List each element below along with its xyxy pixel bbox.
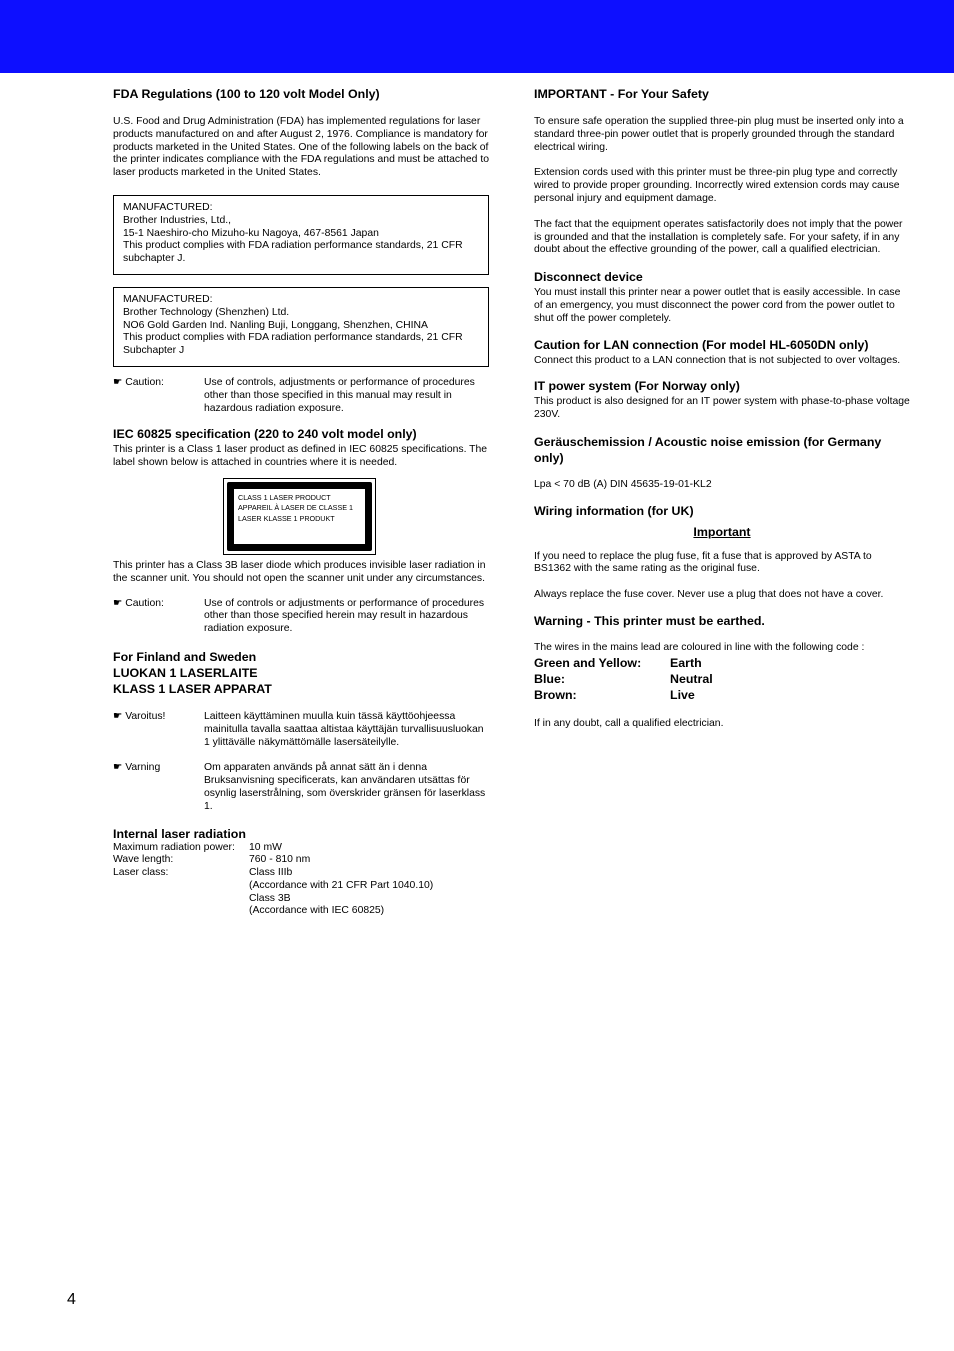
box-line: This product complies with FDA radiation performance standards, 21 CFR Subchapter J [123,332,463,357]
wire-row [534,687,910,703]
spec-key: Maximum radiation power: [113,841,235,853]
header-bar [0,0,954,73]
box-line: 15-1 Naeshiro-cho Mizuho-ku Nagoya, 467-8561 Japan [123,227,379,239]
varoitus-text: Laitteen käyttäminen muulla kuin tässä käyttöohjeessa mainitulla tavalla saattaa altistaa käyttäjän turvallisuusluokan 1 ylittävälle näkymättömälle lasersäteilylle. [204,710,484,748]
finland-sweden-heading [113,649,489,697]
important-heading: IMPORTANT - For Your Safety [534,87,709,101]
caution-label: ☛ Caution: [113,597,164,609]
manufacturer-box-china [113,287,489,367]
varoitus-label: ☛ Varoitus! [113,710,166,722]
doubt-paragraph: If in any doubt, call a qualified electrician. [534,717,724,729]
spec-value: (Accordance with IEC 60825) [249,905,385,917]
lan-heading: Caution for LAN connection (For model HL-6050DN only) [534,337,869,352]
wire-color: Brown: [534,687,577,702]
spec-key [113,905,249,918]
spec-value: Class 3B [249,892,291,904]
wire-color: Blue: [534,671,565,686]
wire-function: Earth [670,655,702,670]
caution-text: Use of controls or adjustments or performance of procedures other than those specified herein may result in hazardous radiation exposure. [204,597,485,635]
wiring-heading: Wiring information (for UK) [534,503,694,518]
important-paragraph-1: To ensure safe operation the supplied three-pin plug must be inserted only into a standard three-pin power outlet that is properly grounded through the standard electrical wiring. [534,116,904,153]
class3b-paragraph: This printer has a Class 3B laser diode which produces invisible laser radiation in the scanner unit. You should not open the scanner unit under any circumstances. [113,559,486,584]
it-power-heading: IT power system (For Norway only) [534,379,740,394]
it-power-paragraph: This product is also designed for an IT power system with phase-to-phase voltage 230V. [534,396,910,421]
varoitus-note [113,711,489,749]
wire-function: Neutral [670,671,713,686]
wiring-paragraph-1: If you need to replace the plug fuse, fit a fuse that is approved by ASTA to BS1362 with the same rating as the original fuse. [534,550,872,575]
important-paragraph-2: Extension cords used with this printer must be three-pin plug type and correctly wired to provide proper grounding. Incorrectly wired extension cords may cause personal injury and equipment damage. [534,167,900,204]
warning-heading: Warning - This printer must be earthed. [534,613,765,628]
spec-value: Class IIIb [249,867,293,879]
manufacturer-box-japan [113,195,489,275]
box-line: MANUFACTURED: [123,201,213,213]
warning-paragraph: The wires in the mains lead are coloured in line with the following code : [534,641,865,653]
wire-function: Live [670,687,695,702]
disconnect-paragraph: You must install this printer near a power outlet that is easily accessible. In case of an emergency, you must disconnect the power cord from the power outlet to shut off the power completely. [534,287,901,324]
varning-label: ☛ Varning [113,762,161,774]
heading-line: KLASS 1 LASER APPARAT [113,681,272,696]
laser-label-text [234,489,365,544]
iec-heading: IEC 60825 specification (220 to 240 volt model only) [113,427,417,442]
spec-row [113,854,489,867]
varning-text: Om apparaten används på annat sätt än i denna Bruksanvisning specificerats, kan användaren utsättas för osynlig laserstrålning, som överskrider gränsen för laserklass 1. [204,762,486,812]
wiring-important-label: Important [693,524,751,539]
laser-label-line: CLASS 1 LASER PRODUCT [238,492,331,502]
wire-row [534,671,910,687]
spec-key: Wave length: [113,854,174,866]
right-column [534,87,910,731]
box-line: NO6 Gold Garden Ind. Nanling Buji, Longgang, Shenzhen, CHINA [123,319,428,331]
noise-paragraph: Lpa < 70 dB (A) DIN 45635-19-01-KL2 [534,478,712,490]
box-line: MANUFACTURED: [123,293,213,305]
spec-value: (Accordance with 21 CFR Part 1040.10) [249,879,434,891]
iec-paragraph: This printer is a Class 1 laser product as defined in IEC 60825 specifications. The label shown below is attached in countries where it is needed. [113,444,488,469]
wire-color-table [534,655,910,703]
spec-value: 10 mW [249,841,282,853]
fda-paragraph: U.S. Food and Drug Administration (FDA) has implemented regulations for laser products manufactured on and after August 2, 1976. Compliance is mandatory for products marketed in the United States. One of the following labels on the back of the printer indicates compliance with the FDA regulations and must be attached to laser products marketed in the United States. [113,116,490,179]
caution-label: ☛ Caution: [113,376,164,388]
spec-key [113,880,249,893]
heading-line: For Finland and Sweden [113,649,257,664]
laser-label-line: APPAREIL À LASER DE CLASSE 1 [238,503,354,513]
box-line: Brother Technology (Shenzhen) Ltd. [123,306,290,318]
spec-row [113,905,489,918]
spec-key [113,893,249,906]
laser-label-border [227,482,372,551]
box-line: This product complies with FDA radiation performance standards, 21 CFR subchapter J. [123,240,463,265]
laser-spec-table [113,842,489,919]
heading-line: LUOKAN 1 LASERLAITE [113,665,258,680]
noise-heading: Geräuschemission / Acoustic noise emission (for Germany only) [534,434,882,465]
disconnect-heading: Disconnect device [534,270,643,285]
caution-text: Use of controls, adjustments or performance of procedures other than those specified in this manual may result in hazardous radiation exposure. [204,376,475,414]
caution-note-1 [113,377,489,415]
wiring-paragraph-2: Always replace the fuse cover. Never use a plug that does not have a cover. [534,589,884,601]
page-number: 4 [67,1291,76,1308]
spec-key: Laser class: [113,867,169,879]
lan-paragraph: Connect this product to a LAN connection that is not subjected to over voltages. [534,354,901,366]
important-paragraph-3: The fact that the equipment operates satisfactorily does not imply that the power is grounded and that the installation is completely safe. For your safety, if in any doubt about the effective grounding of the power, call a qualified electrician. [534,218,903,256]
spec-row [113,880,489,893]
wire-color: Green and Yellow: [534,655,642,670]
spec-row [113,867,489,880]
spec-value: 760 - 810 nm [249,854,311,866]
internal-laser-heading: Internal laser radiation [113,826,246,841]
box-line: Brother Industries, Ltd., [123,214,232,226]
laser-label-line: LASER KLASSE 1 PRODUKT [238,513,335,523]
fda-heading: FDA Regulations (100 to 120 volt Model Only) [113,87,380,101]
varning-note [113,762,489,813]
laser-class-label [223,478,376,555]
left-column [113,87,489,918]
spec-row [113,893,489,906]
spec-row [113,842,489,855]
wire-row [534,655,910,671]
caution-note-2 [113,598,489,636]
